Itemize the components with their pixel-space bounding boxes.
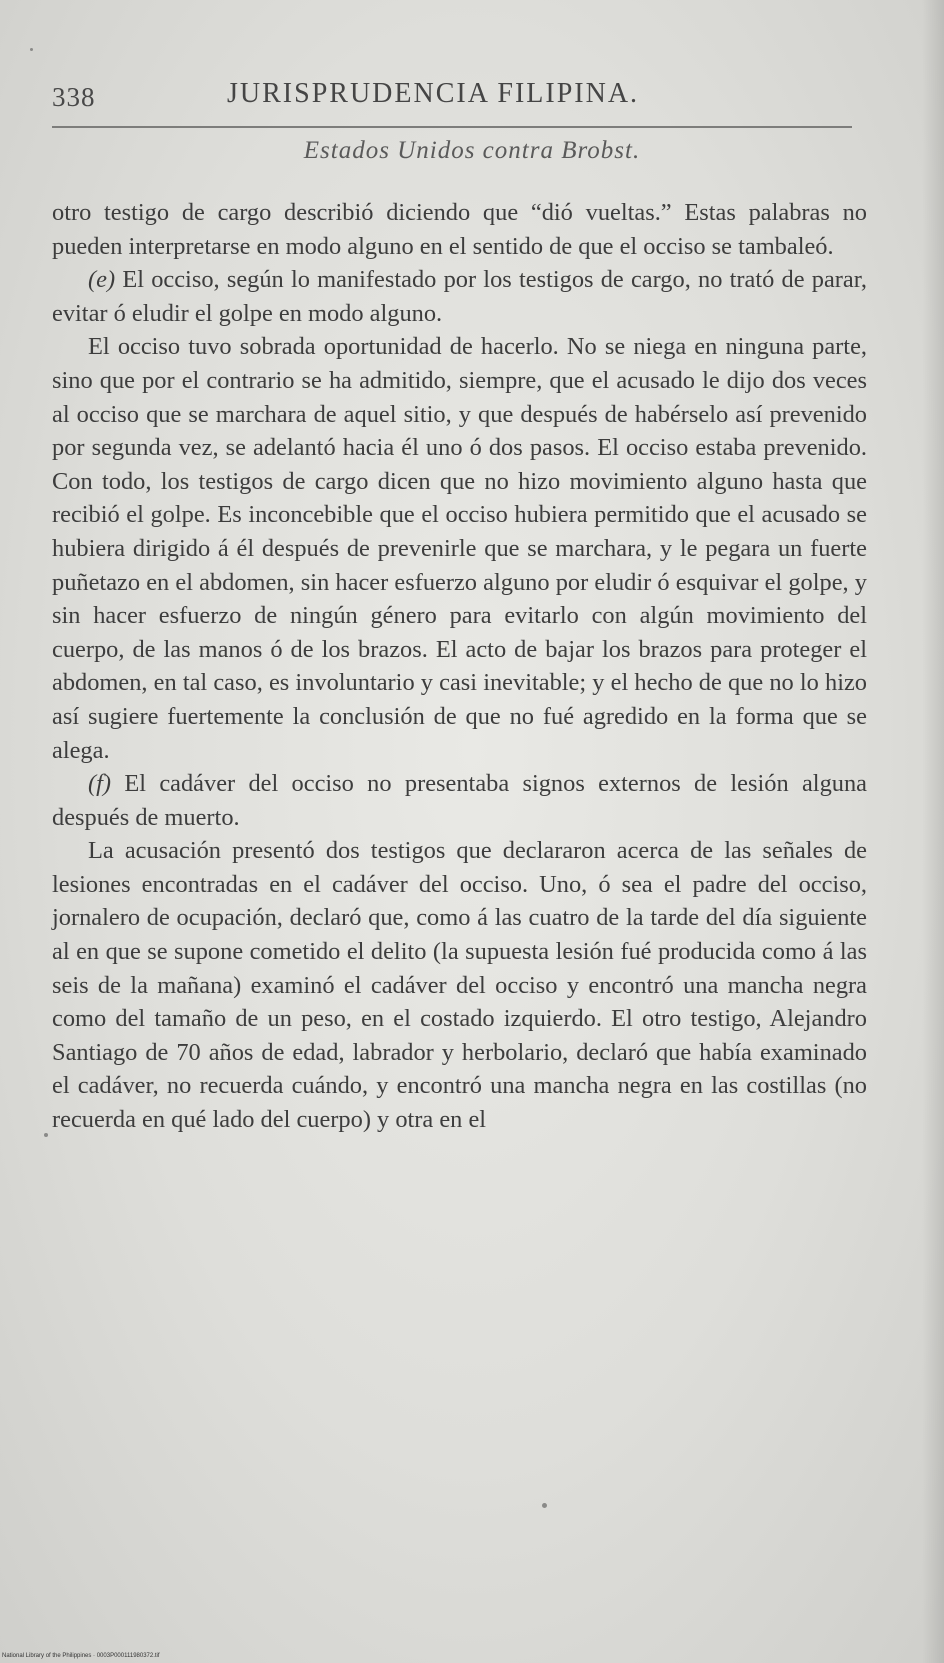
case-title: Estados Unidos contra Brobst. bbox=[303, 137, 641, 164]
scan-speck bbox=[542, 1503, 547, 1508]
item-label: (f) bbox=[88, 770, 112, 798]
paragraph-text: otro testigo de cargo describió diciendo que “dió vueltas.” Estas palabras no pueden interpretarse en modo alguno en el sentido de que el occiso se tambaleó. bbox=[52, 199, 867, 260]
paragraph bbox=[52, 834, 867, 1136]
body-text bbox=[52, 196, 867, 1137]
paragraph-text: La acusación presentó dos testigos que declararon acerca de las señales de lesiones encontradas en el cadáver del occiso. Uno, ó sea el padre del occiso, jornalero de ocupación, declaró que, como á las cuatro de la tarde del día siguiente al en que se supone cometido el delito (la supuesta lesión fué producida como á las seis de la mañana) examinó el cadáver del occiso y encontró una mancha negra como del tamaño de un peso, en el costado izquierdo. El otro testigo, Alejandro Santiago de 70 años de edad, labrador y herbolario, declaró que había examinado el cadáver, no recuerda cuándo, y encontró una mancha negra en las costillas (no recuerda en qué lado del cuerpo) y otra en el bbox=[52, 837, 867, 1134]
scan-footer-note: National Library of the Philippines · 0003P000111980372.tif bbox=[2, 1653, 160, 1659]
paragraph-text: El occiso tuvo sobrada oportunidad de hacerlo. No se niega en ninguna parte, sino que por el contrario se ha admitido, siempre, que el acusado le dijo dos veces al occiso que se marchara de aquel sitio, y que después de habérselo así prevenido por segunda vez, se adelantó hacia él uno ó dos pasos. El occiso estaba prevenido. Con todo, los testigos de cargo dicen que no hizo movimiento alguno hasta que recibió el golpe. Es inconcebible que el occiso hubiera permitido que el acusado se hubiera dirigido á él después de prevenirle que se marchara, y le pegara un fuerte puñetazo en el abdomen, sin hacer esfuerzo alguno por eludir ó esquivar el golpe, y sin hacer esfuerzo de ningún género para evitarlo con algún movimiento del cuerpo, de las manos ó de los brazos. El acto de bajar los brazos para proteger el abdomen, en tal caso, es involuntario y casi inevitable; y el hecho de que no lo hizo así sugiere fuertemente la conclusión de que no fué agredido en la forma que se alega. bbox=[52, 333, 867, 764]
running-title: JURISPRUDENCIA FILIPINA. bbox=[227, 78, 640, 109]
paragraph-item-e bbox=[52, 263, 867, 330]
paragraph-item-f bbox=[52, 767, 867, 834]
page-header bbox=[52, 76, 852, 116]
scan-speck bbox=[30, 48, 33, 51]
page-number: 338 bbox=[52, 82, 96, 112]
page-edge-shadow bbox=[922, 0, 944, 1663]
scan-speck bbox=[44, 1133, 48, 1137]
paragraph-continuation bbox=[52, 196, 867, 263]
item-label: (e) bbox=[88, 266, 116, 294]
paragraph-text: El cadáver del occiso no presentaba signos externos de lesión alguna después de muerto. bbox=[52, 770, 867, 831]
paragraph-text: El occiso, según lo manifestado por los testigos de cargo, no trató de parar, evitar ó eludir el golpe en modo alguno. bbox=[52, 266, 867, 327]
header-rule bbox=[52, 126, 852, 128]
paragraph bbox=[52, 330, 867, 767]
